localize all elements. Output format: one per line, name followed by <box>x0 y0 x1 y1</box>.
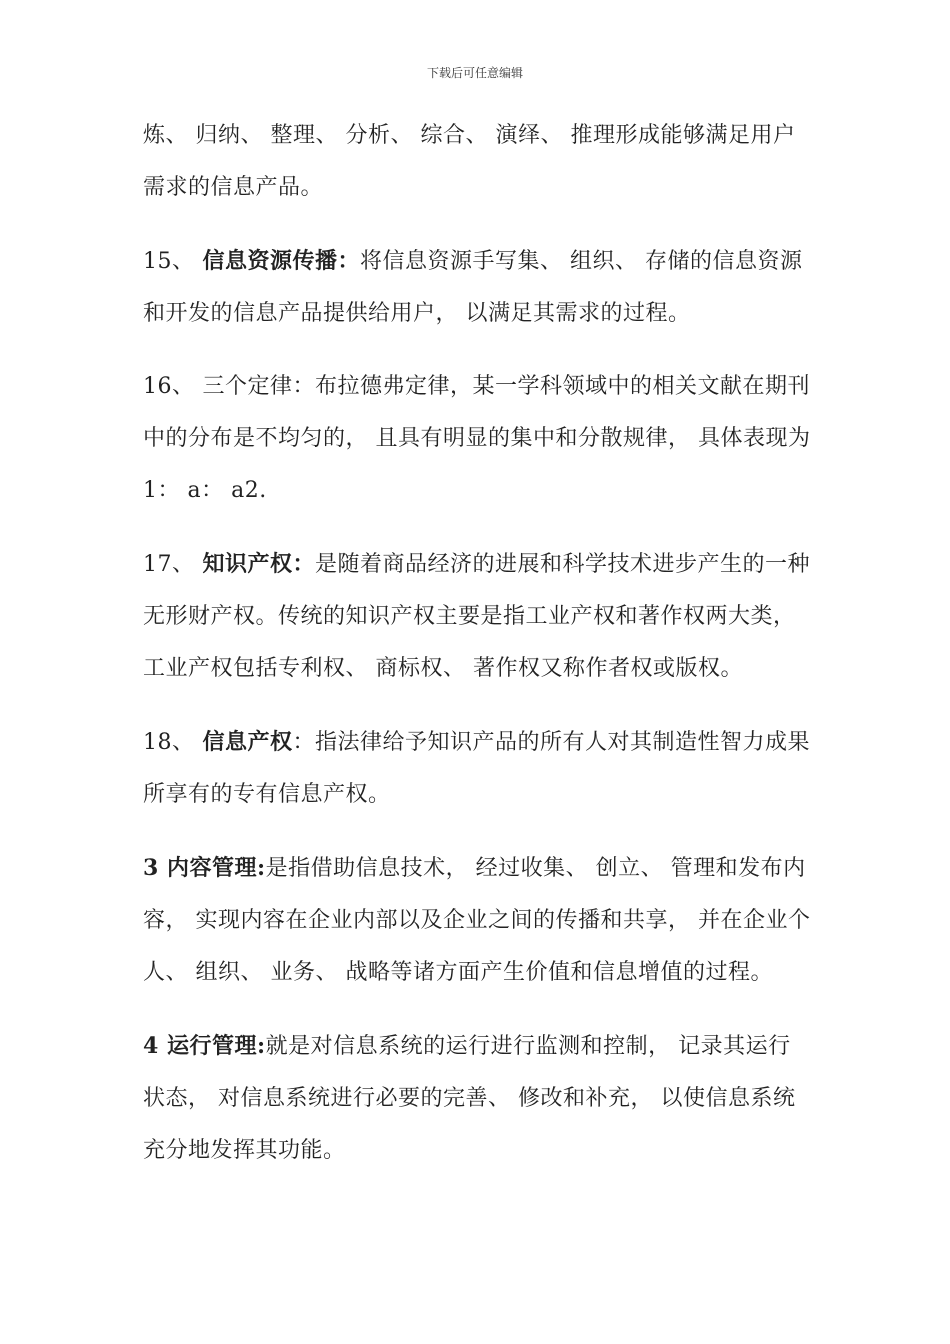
term-title: 信息产权 <box>202 729 293 755</box>
paragraph-operation-management <box>143 1020 811 1177</box>
item-number: 18、 <box>143 730 195 755</box>
term-title: 4 运行管理: <box>143 1033 266 1059</box>
term-title: 3 内容管理: <box>143 855 266 881</box>
paragraph-body: 是指借助信息技术， 经过收集、 创立、 管理和发布内容， 实现内容在企业内部以及企业之间的传播和共享， 并在企业个人、 组织、 业务、 战略等诸方面产生价值和信息增值的过程。 <box>143 856 811 985</box>
paragraph-body: 就是对信息系统的运行进行监测和控制， 记录其运行状态， 对信息系统进行必要的完善、 修改和补充， 以使信息系统充分地发挥其功能。 <box>143 1034 796 1163</box>
term-separator: ： <box>292 551 316 577</box>
paragraph-content-management <box>143 842 811 999</box>
paragraph-18 <box>143 716 811 821</box>
term-title: 信息资源传播 <box>202 248 338 274</box>
paragraph-body: 指法律给予知识产品的所有人对其制造性智力成果所享有的专有信息产权。 <box>143 730 811 807</box>
item-number: 16、 <box>143 374 195 399</box>
paragraph-body: 炼、 归纳、 整理、 分析、 综合、 演绎、 推理形成能够满足用户需求的信息产品。 <box>143 123 796 200</box>
paragraph-body: 是随着商品经济的进展和科学技术进步产生的一种无形财产权。传统的知识产权主要是指工业产权和著作权两大类， 工业产权包括专利权、 商标权、 著作权又称作者权或版权。 <box>143 552 811 681</box>
paragraph-15 <box>143 235 811 340</box>
page-header: 下载后可任意编辑 <box>426 66 523 80</box>
paragraph-body: 三个定律：布拉德弗定律，某一学科领域中的相关文献在期刊中的分布是不均匀的， 且具有明显的集中和分散规律， 具体表现为1： a： a2. <box>143 374 811 503</box>
term-separator: ： <box>292 730 316 755</box>
paragraph-body: 将信息资源手写集、 组织、 存储的信息资源和开发的信息产品提供给用户， 以满足其需求的过程。 <box>143 249 803 326</box>
item-number: 15、 <box>143 249 195 274</box>
item-number: 17、 <box>143 552 195 577</box>
document-body <box>143 110 811 1198</box>
paragraph-17 <box>143 538 811 695</box>
term-title: 知识产权 <box>202 551 293 577</box>
paragraph-continuation <box>143 110 811 214</box>
term-separator: ： <box>337 248 361 274</box>
paragraph-16 <box>143 361 811 517</box>
